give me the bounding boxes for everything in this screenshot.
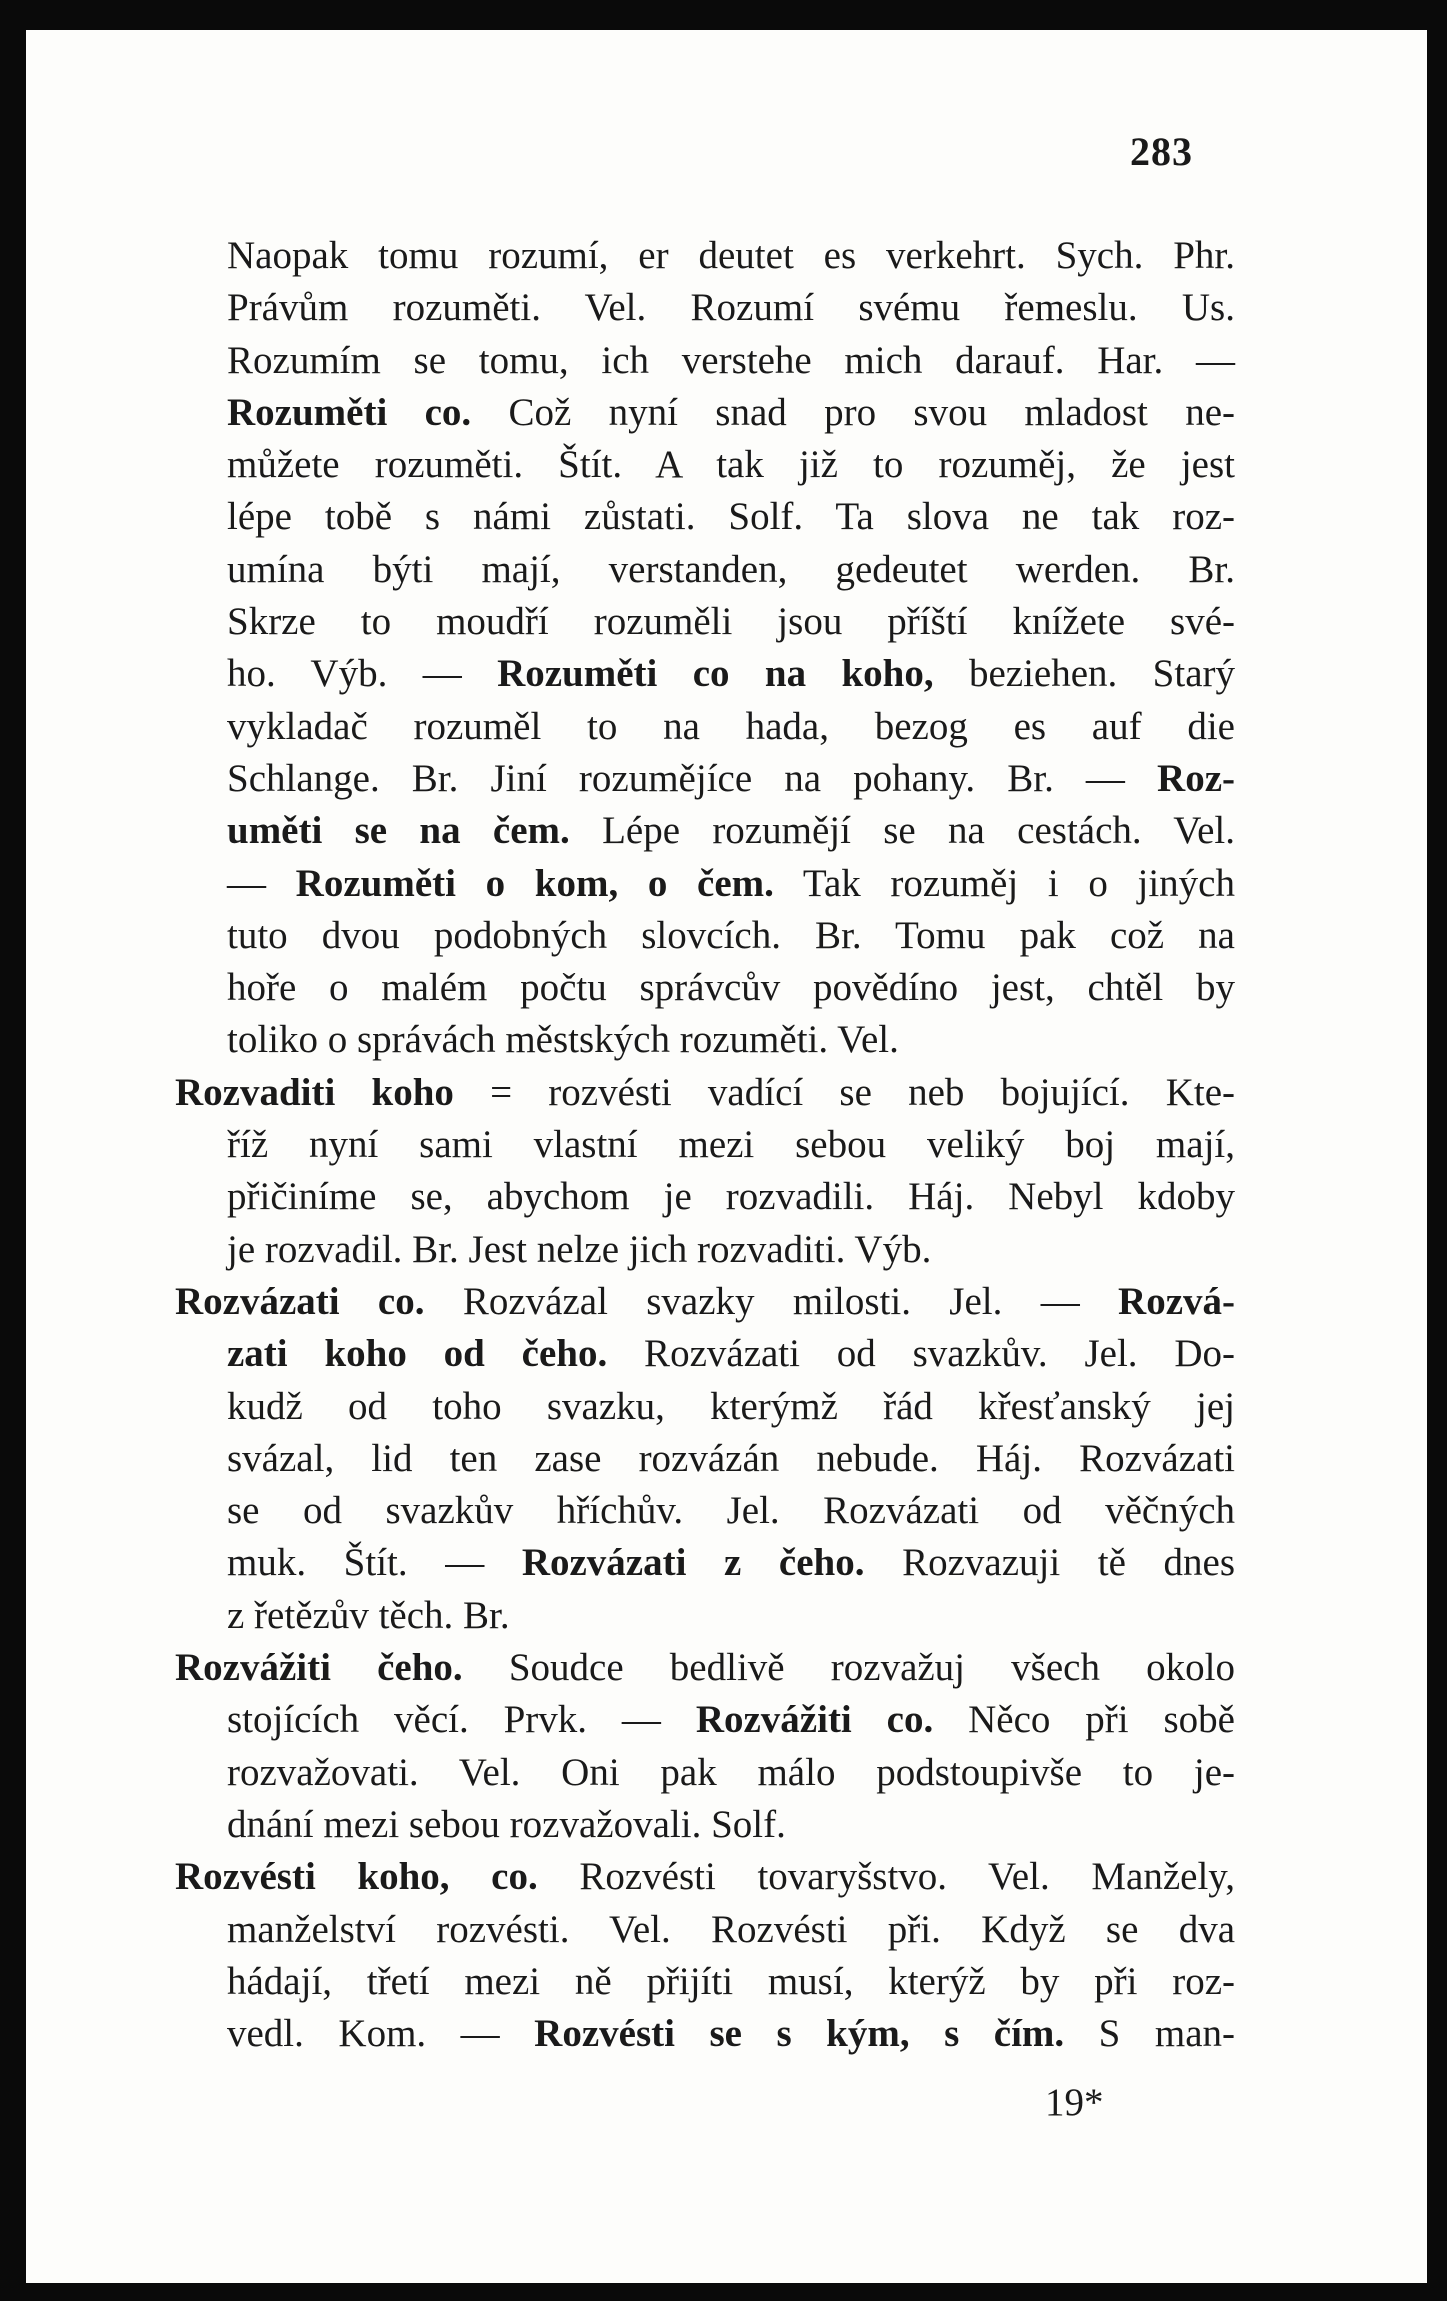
text-segment: Rozvázati od svazkův. Jel. Do- (607, 1332, 1235, 1376)
text-line (175, 2008, 1235, 2060)
text-segment: se od svazkův hříchův. Jel. Rozvázati od věčných (227, 1489, 1235, 1533)
headword: Rozvázati z čeho. (521, 1541, 865, 1585)
text-segment: — (227, 861, 296, 905)
page-number: 283 (1130, 129, 1193, 174)
signature-mark: 19* (1045, 2081, 1104, 2124)
text-line (175, 910, 1235, 962)
text-line (175, 230, 1235, 282)
text-segment: Soudce bedlivě rozvažuj všech okolo (462, 1646, 1235, 1690)
headword: Rozvésti koho, co. (175, 1855, 538, 1899)
text-segment: umína býti mají, verstanden, gedeutet werden. Br. (227, 547, 1235, 591)
text-segment: Lépe rozumějí se na cestách. Vel. (569, 809, 1235, 853)
headword: Rozvésti se s kým, s čím. (534, 2012, 1065, 2056)
text-line (175, 805, 1235, 857)
text-segment: přičiníme se, abychom je rozvadili. Háj. Nebyl kdoby (227, 1175, 1235, 1219)
text-segment: muk. Štít. — (227, 1541, 522, 1585)
scan-border-top (0, 0, 1447, 30)
text-segment: vykladač rozuměl to na hada, bezog es auf die (227, 704, 1235, 748)
text-line (175, 962, 1235, 1014)
text-line (175, 1224, 1235, 1276)
text-segment: toliko o správách městských rozuměti. Vel. (227, 1018, 899, 1062)
scan-border-bottom (0, 2283, 1447, 2301)
text-segment: rozvažovati. Vel. Oni pak málo podstoupivše to je- (227, 1750, 1235, 1794)
text-line (175, 753, 1235, 805)
text-line (175, 1067, 1235, 1119)
text-segment: S man- (1064, 2012, 1235, 2056)
text-segment: tuto dvou podobných slovcích. Br. Tomu pak což na (227, 913, 1235, 957)
text-segment: dnání mezi sebou rozvažovali. Solf. (227, 1802, 786, 1846)
text-line (175, 544, 1235, 596)
text-segment: hoře o malém počtu správcův povědíno jest, chtěl by (227, 966, 1235, 1010)
text-segment: Skrze to moudří rozuměli jsou příští knížete své- (227, 600, 1235, 644)
text-line (175, 1747, 1235, 1799)
text-line (175, 1851, 1235, 1903)
headword: Roz- (1157, 756, 1235, 800)
text-segment: z řetězův těch. Br. (227, 1593, 510, 1637)
text-segment: říž nyní sami vlastní mezi sebou veliký boj mají, (227, 1123, 1235, 1167)
text-line (175, 1956, 1235, 2008)
dictionary-text (175, 230, 1235, 2060)
headword: Rozvá- (1118, 1279, 1235, 1323)
text-segment: Naopak tomu rozumí, er deutet es verkehrt. Sych. Phr. (227, 234, 1235, 277)
text-segment: = rozvésti vadící se neb bojující. Kte- (453, 1070, 1235, 1114)
text-line (175, 648, 1235, 700)
text-line (175, 1276, 1235, 1328)
text-segment: Rozumím se tomu, ich verstehe mich darauf. Har. — (227, 338, 1235, 382)
text-segment: hádají, třetí mezi ně přijíti musí, kterýž by při roz- (227, 1959, 1235, 2003)
text-line (175, 491, 1235, 543)
text-segment: svázal, lid ten zase rozvázán nebude. Háj. Rozvázati (227, 1436, 1235, 1480)
headword: Rozvaditi koho (175, 1070, 454, 1114)
text-segment: kudž od toho svazku, kterýmž řád křesťanský jej (227, 1384, 1235, 1428)
text-segment: stojících věcí. Prvk. — (227, 1698, 696, 1742)
text-segment: Něco při sobě (933, 1698, 1235, 1742)
text-line (175, 1119, 1235, 1171)
text-segment: manželství rozvésti. Vel. Rozvésti při. Když se dva (227, 1907, 1235, 1951)
headword: Rozvážiti co. (695, 1698, 934, 1742)
text-line (175, 1590, 1235, 1642)
text-segment: ho. Výb. — (227, 652, 498, 696)
text-segment: lépe tobě s námi zůstati. Solf. Ta slova ne tak roz- (227, 495, 1235, 539)
text-segment: beziehen. Starý (933, 652, 1235, 696)
headword: uměti se na čem. (227, 809, 570, 853)
text-line (175, 1537, 1235, 1589)
text-line (175, 1171, 1235, 1223)
text-line (175, 1433, 1235, 1485)
text-segment: je rozvadil. Br. Jest nelze jich rozvaditi. Výb. (227, 1227, 932, 1271)
text-segment: Rozvázal svazky milosti. Jel. — (424, 1279, 1119, 1323)
text-line (175, 1485, 1235, 1537)
text-line (175, 1904, 1235, 1956)
text-line (175, 596, 1235, 648)
text-line (175, 1381, 1235, 1433)
text-line (175, 858, 1235, 910)
headword: Rozuměti co. (227, 390, 472, 434)
text-line (175, 1328, 1235, 1380)
scan-border-left (0, 0, 26, 2301)
text-segment: vedl. Kom. — (227, 2012, 535, 2056)
text-segment: Právům rozuměti. Vel. Rozumí svému řemeslu. Us. (227, 286, 1235, 330)
text-segment: Schlange. Br. Jiní rozumějíce na pohany. Br. — (227, 756, 1158, 800)
text-line (175, 1694, 1235, 1746)
scan-border-right (1427, 0, 1447, 2301)
text-line (175, 1014, 1235, 1066)
text-segment: můžete rozuměti. Štít. A tak již to rozuměj, že jest (227, 443, 1235, 487)
text-line (175, 387, 1235, 439)
text-segment: Tak rozuměj i o jiných (773, 861, 1235, 905)
text-line (175, 282, 1235, 334)
text-line (175, 1799, 1235, 1851)
headword: Rozvázati co. (175, 1279, 425, 1323)
text-line (175, 335, 1235, 387)
text-line (175, 701, 1235, 753)
text-line (175, 439, 1235, 491)
text-segment: Rozvésti tovaryšstvo. Vel. Manžely, (537, 1855, 1235, 1899)
headword: Rozuměti o kom, o čem. (295, 861, 774, 905)
text-segment: Rozvazuji tě dnes (864, 1541, 1236, 1585)
text-segment: Což nyní snad pro svou mladost ne- (471, 390, 1235, 434)
headword: zati koho od čeho. (227, 1332, 608, 1376)
headword: Rozuměti co na koho, (497, 652, 934, 696)
text-line (175, 1642, 1235, 1694)
headword: Rozvážiti čeho. (175, 1646, 463, 1690)
